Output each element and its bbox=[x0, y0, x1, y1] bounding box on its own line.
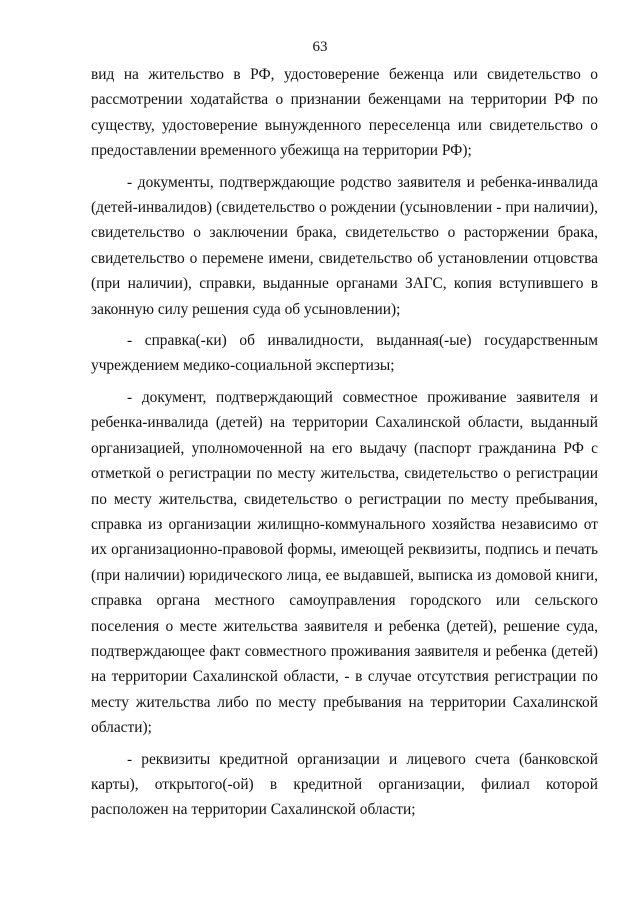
document-body bbox=[91, 62, 598, 823]
paragraph-disability-certificate: - справка(-ки) об инвалидности, выданная(-ые) государственным учреждением медико-социальной экспертизы; bbox=[91, 332, 598, 375]
paragraph-cohabitation-document: - документ, подтверждающий совместное проживание заявителя и ребенка-инвалида (детей) на территории Сахалинской области, выданный организацией, уполномоченной на его выдачу (паспорт гражданина РФ с отметкой о регистрации по месту жительства, свидетельство о регистрации по месту жительства, свидетельство о регистрации по месту пребывания, справка из организации жилищно-коммунального хозяйства независимо от их организационно-правовой формы, имеющей реквизиты, подпись и печать (при наличии) юридического лица, ее выдавшей, выписка из домовой книги, справка органа местного самоуправления городского или сельского поселения о месте жительства заявителя и ребенка (детей), решение суда, подтверждающее факт совместного проживания заявителя и ребенка (детей) на территории Сахалинской области, - в случае отсутствия регистрации по месту жительства либо по месту пребывания на территории Сахалинской области); bbox=[91, 388, 598, 737]
page-number: 63 bbox=[312, 39, 328, 55]
paragraph-continuation: вид на жительство в РФ, удостоверение беженца или свидетельство о рассмотрении ходатайства о признании беженцами на территории РФ по существу, удостоверение вынужденного переселенца или свидетельство о предоставлении временного убежища на территории РФ); bbox=[91, 66, 598, 160]
paragraph-relationship-documents: - документы, подтверждающие родство заявителя и ребенка-инвалида (детей-инвалидов) (свидетельство о рождении (усыновлении - при наличии), свидетельство о заключении брака, свидетельство о расторжении брака, свидетельство о перемене имени, свидетельство об установлении отцовства (при наличии), справки, выданные органами ЗАГС, копия вступившего в законную силу решения суда об усыновлении); bbox=[91, 173, 598, 318]
paragraph-bank-details: - реквизиты кредитной организации и лицевого счета (банковской карты), открытого(-ой) в кредитной организации, филиал которой расположен на территории Сахалинской области; bbox=[91, 750, 598, 819]
